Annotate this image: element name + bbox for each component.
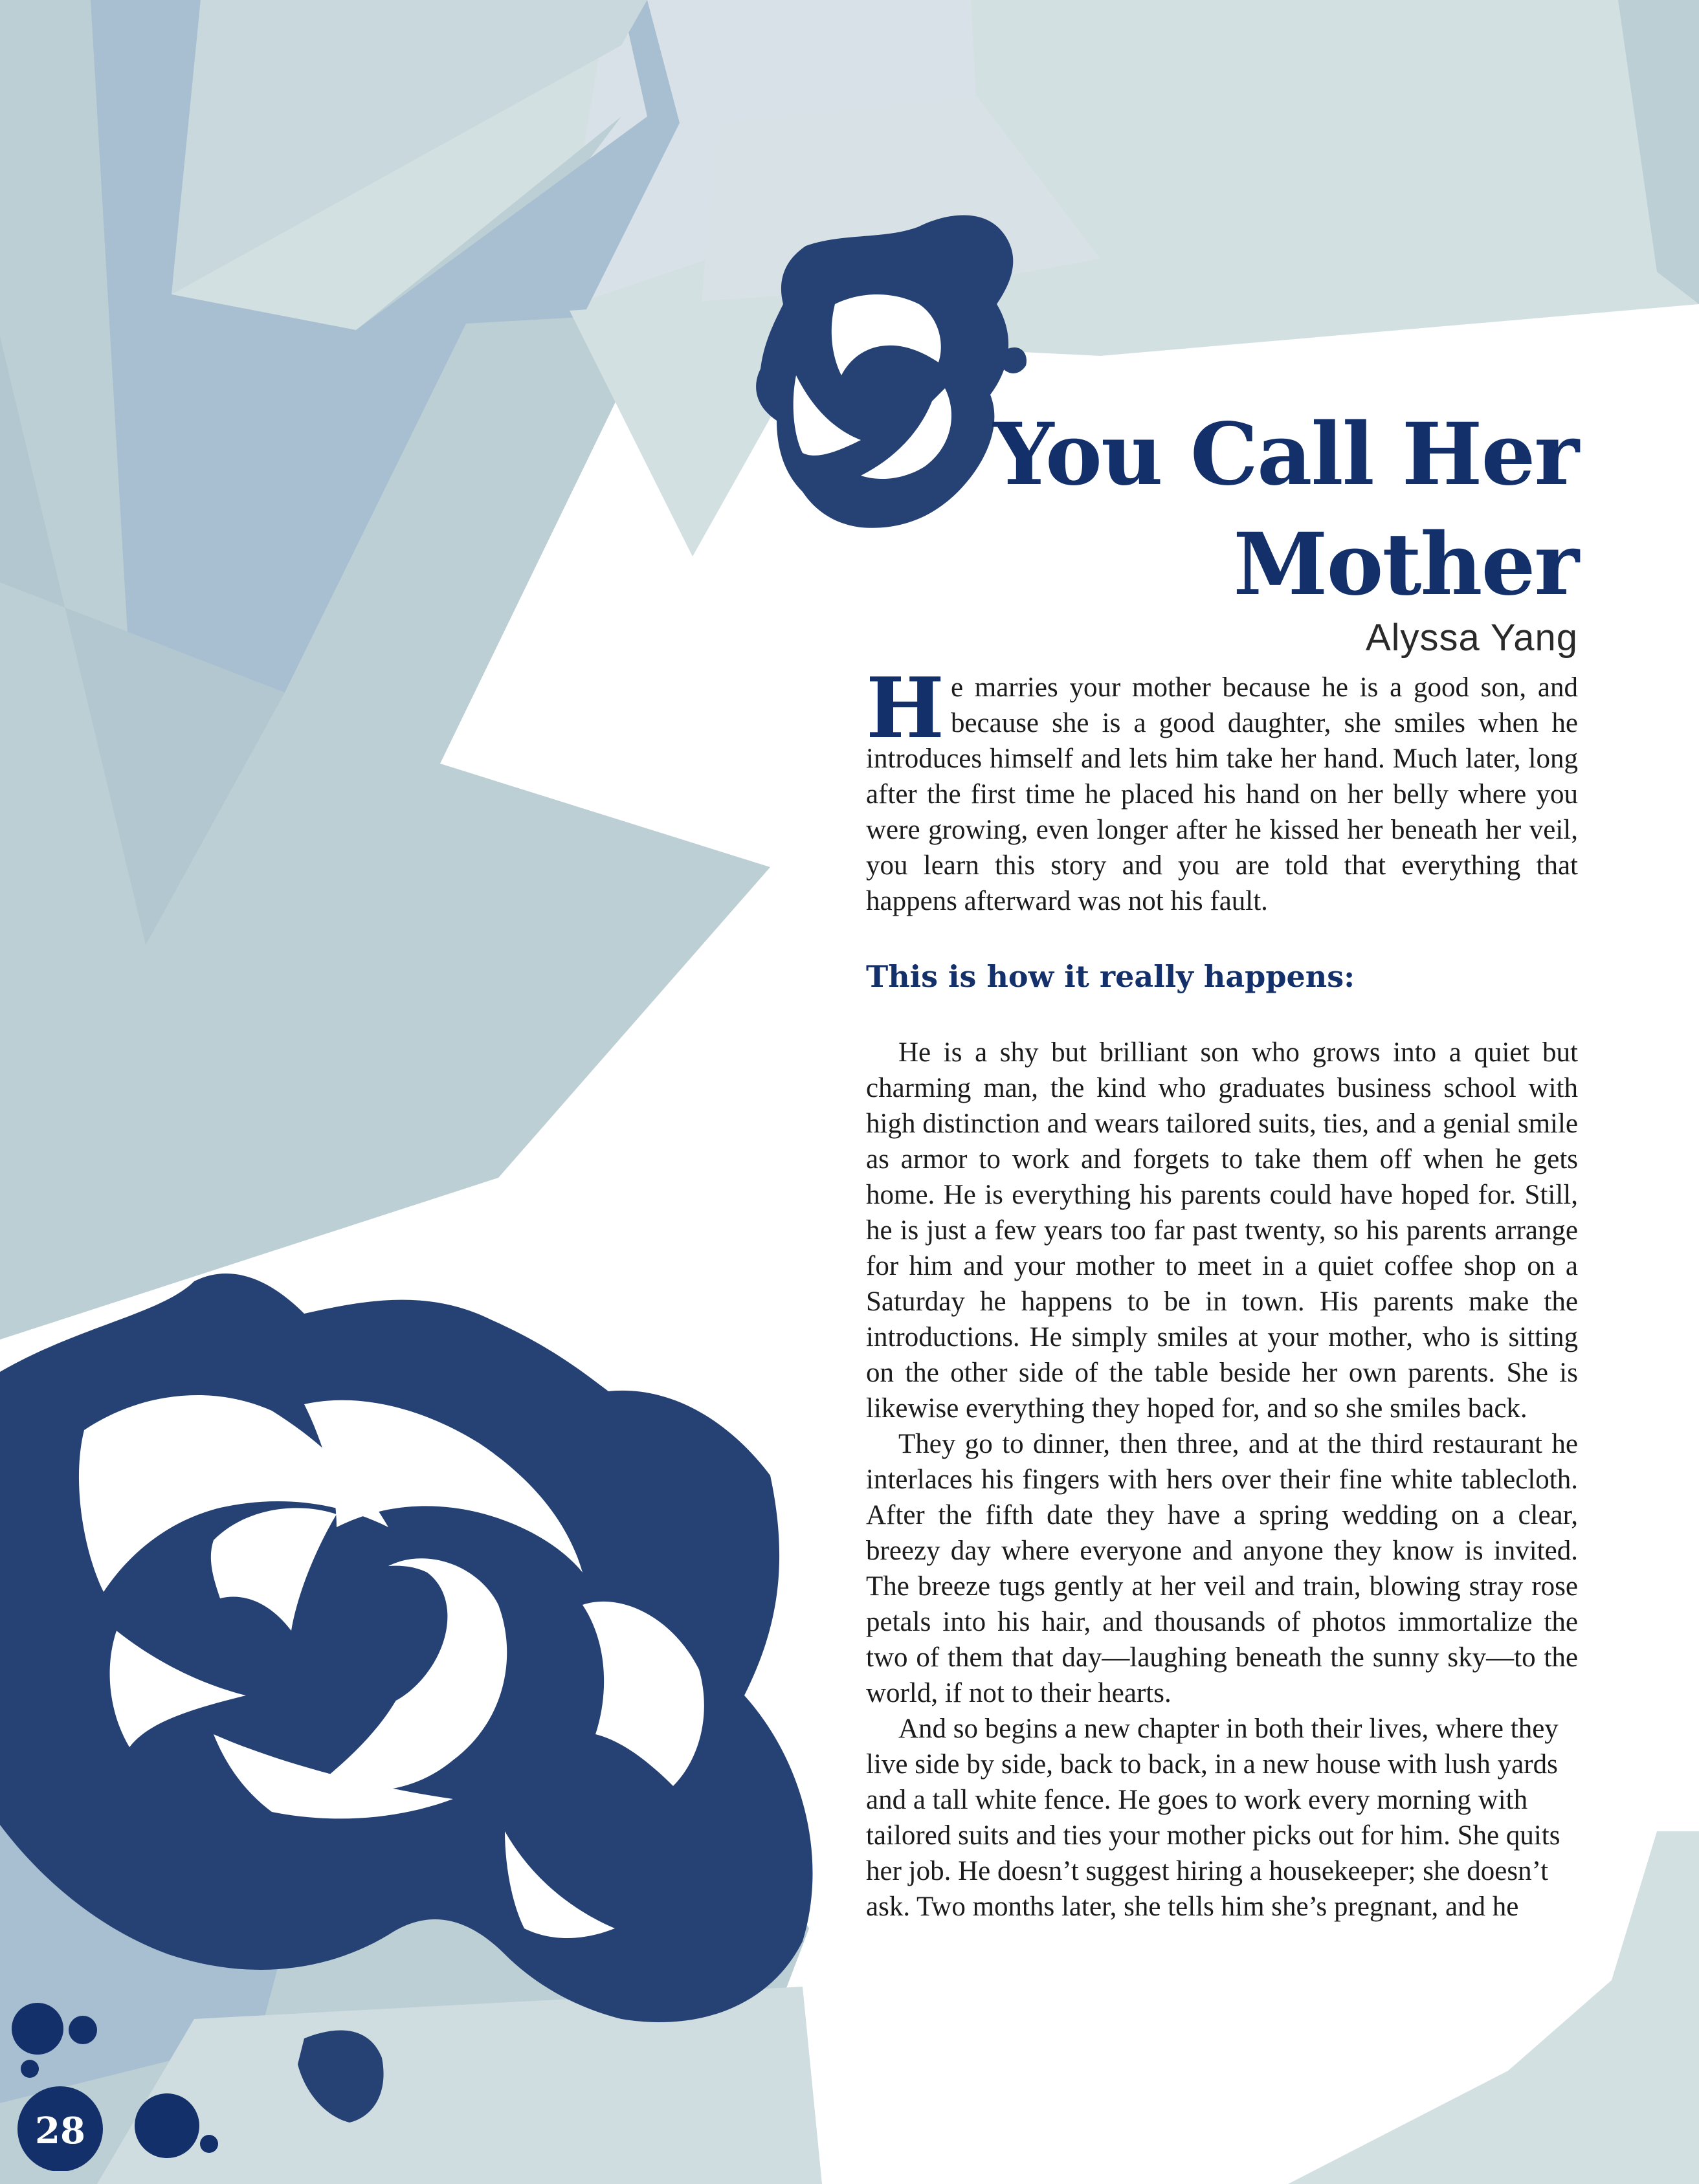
intro-paragraph (866, 660, 1578, 919)
article-title (993, 400, 1578, 620)
drop-cap: H (866, 660, 944, 757)
intro-text: e marries your mother because he is a good son, and because she is a good daughter, she smiles when he introduces himself and lets him take her hand. Much later, long after the first time he placed his hand on her belly where you were growing, even longer after he kissed her beneath her veil, you learn this story and you are told that everything that happens afterward was not his fault. (866, 672, 1578, 916)
body-paragraph-2: They go to dinner, then three, and at the third restaurant he interlaces his fingers with hers over their fine white tablecloth. After the fifth date they have a spring wedding on a clear, breezy day where everyone and anyone they know is invited. The breeze tugs gently at her veil and train, blowing stray rose petals into his hair, and thousands of photos immortalize the two of them that day—laughing beneath the sunny sky—to the world, if not to their hearts. (866, 1429, 1578, 1708)
rose-illustration-top (756, 215, 1027, 528)
title-line-2: Mother (1233, 514, 1578, 615)
section-subheading: This is how it really happens: (866, 959, 1355, 994)
body-paragraph-3: And so begins a new chapter in both their lives, where they live side by side, back to back, in a new house with lush yards and a tall white fence. He goes to work every morning with tailored suits and ties your mother picks out for him. She quits her job. He doesn’t suggest hiring a housekeeper; she doesn’t ask. Two months later, she tells him she’s pregnant, and he (866, 1714, 1560, 1922)
title-line-1: You Call Her (993, 404, 1578, 505)
body-paragraph-1: He is a shy but brilliant son who grows into a quiet but charming man, the kind who graduates business school with high distinction and wears tailored suits, ties, and a genial smile as armor to work and forgets to take them off when he gets home. He is everything his parents could have hoped for. Still, he is just a few years too far past twenty, so his parents arrange for him and your mother to meet in a quiet coffee shop on a Saturday he happens to be in town. His parents make the introductions. He simply smiles at your mother, who is sitting on the other side of the table beside her own parents. She is likewise everything they hoped for, and so she smiles back. (866, 1037, 1578, 1424)
page-number: 28 (35, 2110, 85, 2152)
author-byline: Alyssa Yang (1365, 617, 1578, 659)
page-number-badge (12, 1996, 219, 2171)
article-body (866, 660, 1578, 1925)
